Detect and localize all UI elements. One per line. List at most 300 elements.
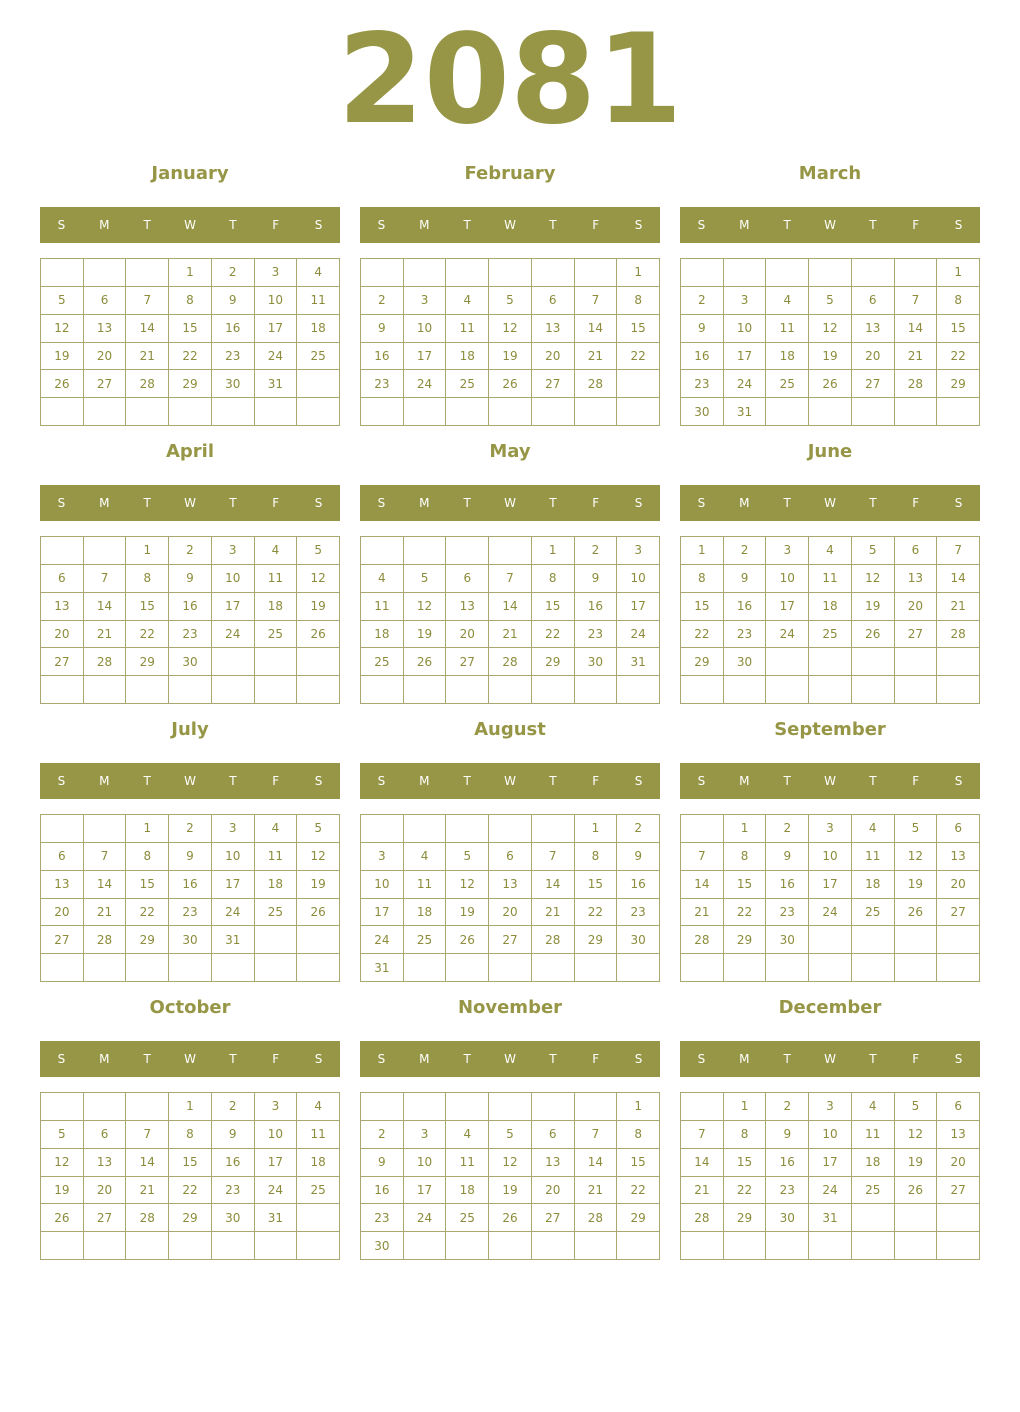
day-cell <box>852 1204 895 1232</box>
day-cell: 17 <box>361 899 404 927</box>
day-cell: 24 <box>255 343 298 371</box>
day-cell: 8 <box>937 287 980 315</box>
day-cell: 10 <box>404 315 447 343</box>
day-cell: 27 <box>852 370 895 398</box>
weekday-label: S <box>954 1052 963 1066</box>
day-cell: 18 <box>404 899 447 927</box>
day-grid <box>40 814 340 982</box>
weekday-label: W <box>184 496 196 510</box>
day-cell: 22 <box>617 1177 660 1205</box>
day-cell: 30 <box>169 926 212 954</box>
day-cell <box>361 398 404 426</box>
day-cell: 8 <box>126 843 169 871</box>
day-cell: 31 <box>255 1204 298 1232</box>
day-cell <box>361 1093 404 1121</box>
day-cell <box>895 1204 938 1232</box>
day-cell <box>255 954 298 982</box>
day-cell: 29 <box>575 926 618 954</box>
day-cell: 17 <box>724 343 767 371</box>
day-cell <box>895 259 938 287</box>
day-cell: 22 <box>724 899 767 927</box>
day-cell: 8 <box>724 843 767 871</box>
day-cell: 23 <box>361 1204 404 1232</box>
day-grid <box>360 536 660 704</box>
day-cell: 30 <box>212 1204 255 1232</box>
weekday-label: S <box>57 496 66 510</box>
day-cell <box>169 1232 212 1260</box>
day-cell: 28 <box>84 648 127 676</box>
day-cell: 5 <box>895 815 938 843</box>
day-cell <box>489 815 532 843</box>
day-cell <box>532 1232 575 1260</box>
day-cell <box>852 398 895 426</box>
day-cell: 12 <box>41 315 84 343</box>
weekday-label: W <box>184 218 196 232</box>
day-cell <box>852 676 895 704</box>
day-cell: 1 <box>724 815 767 843</box>
day-cell: 19 <box>41 1177 84 1205</box>
day-cell <box>575 954 618 982</box>
weekday-label: T <box>783 774 791 788</box>
day-cell: 12 <box>852 565 895 593</box>
day-cell: 5 <box>41 287 84 315</box>
day-cell <box>532 259 575 287</box>
day-cell: 12 <box>809 315 852 343</box>
day-cell: 13 <box>895 565 938 593</box>
day-cell: 3 <box>724 287 767 315</box>
day-cell <box>126 259 169 287</box>
day-cell <box>852 1232 895 1260</box>
day-cell: 19 <box>895 1149 938 1177</box>
day-cell: 24 <box>809 899 852 927</box>
month-name: December <box>778 997 882 1018</box>
weekday-label: S <box>634 1052 643 1066</box>
weekday-label: M <box>419 218 430 232</box>
day-cell: 20 <box>895 593 938 621</box>
weekday-label: S <box>954 496 963 510</box>
day-cell: 1 <box>575 815 618 843</box>
day-cell <box>84 537 127 565</box>
day-cell: 15 <box>532 593 575 621</box>
day-cell <box>361 259 404 287</box>
day-cell: 13 <box>41 871 84 899</box>
day-cell <box>532 676 575 704</box>
day-cell <box>809 954 852 982</box>
day-cell: 6 <box>41 843 84 871</box>
day-cell: 8 <box>617 287 660 315</box>
day-cell: 4 <box>852 815 895 843</box>
day-cell: 6 <box>937 815 980 843</box>
weekday-label: M <box>419 1052 430 1066</box>
day-cell: 9 <box>169 843 212 871</box>
day-cell: 6 <box>41 565 84 593</box>
day-cell: 29 <box>724 1204 767 1232</box>
day-cell: 24 <box>617 621 660 649</box>
day-cell: 20 <box>937 871 980 899</box>
day-cell: 7 <box>532 843 575 871</box>
day-cell: 23 <box>766 899 809 927</box>
day-cell: 11 <box>255 843 298 871</box>
day-cell: 29 <box>937 370 980 398</box>
weekday-label: S <box>634 774 643 788</box>
day-cell <box>297 954 340 982</box>
day-cell: 26 <box>297 899 340 927</box>
day-grid <box>680 258 980 426</box>
day-cell: 21 <box>575 343 618 371</box>
day-cell: 10 <box>212 565 255 593</box>
weekday-label: M <box>739 496 750 510</box>
day-cell: 14 <box>126 315 169 343</box>
weekday-label: F <box>272 496 280 510</box>
day-cell: 6 <box>84 1121 127 1149</box>
day-cell: 13 <box>489 871 532 899</box>
day-cell <box>169 954 212 982</box>
day-cell: 9 <box>361 1149 404 1177</box>
weekday-label: S <box>697 496 706 510</box>
day-cell: 18 <box>809 593 852 621</box>
day-cell <box>766 676 809 704</box>
day-cell: 15 <box>169 1149 212 1177</box>
day-cell <box>937 926 980 954</box>
day-cell: 15 <box>126 593 169 621</box>
day-cell: 28 <box>84 926 127 954</box>
day-cell <box>681 1232 724 1260</box>
day-cell: 13 <box>446 593 489 621</box>
day-cell: 20 <box>489 899 532 927</box>
day-cell <box>212 676 255 704</box>
day-cell: 20 <box>41 621 84 649</box>
weekday-label: T <box>869 496 877 510</box>
day-cell: 23 <box>169 621 212 649</box>
day-cell: 27 <box>895 621 938 649</box>
day-cell <box>361 676 404 704</box>
day-cell: 4 <box>361 565 404 593</box>
day-grid <box>360 1092 660 1260</box>
day-cell: 30 <box>169 648 212 676</box>
day-cell: 2 <box>361 1121 404 1149</box>
day-cell: 2 <box>681 287 724 315</box>
month-name: March <box>798 163 862 184</box>
day-cell: 8 <box>724 1121 767 1149</box>
day-cell: 10 <box>404 1149 447 1177</box>
day-cell <box>489 1093 532 1121</box>
day-cell: 4 <box>852 1093 895 1121</box>
day-cell: 21 <box>126 1177 169 1205</box>
day-cell: 21 <box>532 899 575 927</box>
weekday-label: T <box>783 1052 791 1066</box>
day-cell: 16 <box>766 871 809 899</box>
weekday-label: S <box>57 774 66 788</box>
day-cell <box>84 259 127 287</box>
day-cell: 8 <box>617 1121 660 1149</box>
day-cell: 13 <box>852 315 895 343</box>
day-cell: 5 <box>895 1093 938 1121</box>
day-cell <box>446 259 489 287</box>
day-cell: 9 <box>681 315 724 343</box>
day-cell: 22 <box>169 343 212 371</box>
weekday-label: S <box>377 218 386 232</box>
day-cell: 28 <box>575 1204 618 1232</box>
weekday-label: F <box>272 774 280 788</box>
day-cell <box>212 1232 255 1260</box>
weekday-label: F <box>592 1052 600 1066</box>
day-cell <box>937 648 980 676</box>
day-cell: 11 <box>852 843 895 871</box>
day-cell <box>809 676 852 704</box>
day-cell: 3 <box>361 843 404 871</box>
day-cell: 18 <box>255 593 298 621</box>
day-cell: 7 <box>681 1121 724 1149</box>
day-cell: 25 <box>446 370 489 398</box>
day-cell: 5 <box>297 537 340 565</box>
day-cell: 19 <box>297 871 340 899</box>
day-cell: 5 <box>489 287 532 315</box>
day-cell: 4 <box>255 815 298 843</box>
day-cell <box>681 815 724 843</box>
day-cell: 18 <box>297 315 340 343</box>
weekday-label: M <box>99 1052 110 1066</box>
day-cell: 26 <box>404 648 447 676</box>
day-cell: 24 <box>766 621 809 649</box>
day-grid <box>680 1092 980 1260</box>
day-cell <box>895 926 938 954</box>
day-cell: 12 <box>895 1121 938 1149</box>
day-cell: 5 <box>404 565 447 593</box>
day-cell: 4 <box>446 287 489 315</box>
day-cell: 3 <box>404 287 447 315</box>
weekday-header <box>40 763 340 799</box>
day-cell: 14 <box>84 593 127 621</box>
day-cell: 11 <box>852 1121 895 1149</box>
day-cell: 12 <box>446 871 489 899</box>
day-cell: 26 <box>297 621 340 649</box>
day-cell <box>169 398 212 426</box>
weekday-header <box>360 207 660 243</box>
day-cell: 20 <box>41 899 84 927</box>
weekday-label: M <box>419 496 430 510</box>
day-cell <box>617 954 660 982</box>
day-cell <box>809 398 852 426</box>
day-cell: 1 <box>169 1093 212 1121</box>
day-cell <box>212 954 255 982</box>
day-cell: 6 <box>532 1121 575 1149</box>
day-cell: 8 <box>169 287 212 315</box>
day-cell: 10 <box>255 1121 298 1149</box>
month-name: January <box>151 163 229 184</box>
day-cell: 27 <box>446 648 489 676</box>
weekday-label: F <box>912 774 920 788</box>
day-grid <box>40 1092 340 1260</box>
day-cell <box>126 1232 169 1260</box>
day-cell: 22 <box>724 1177 767 1205</box>
day-cell: 10 <box>617 565 660 593</box>
day-cell <box>766 954 809 982</box>
day-cell: 11 <box>361 593 404 621</box>
day-cell <box>41 676 84 704</box>
month-name: June <box>807 441 853 462</box>
day-cell <box>297 648 340 676</box>
day-cell: 5 <box>489 1121 532 1149</box>
day-cell: 9 <box>212 1121 255 1149</box>
day-cell: 26 <box>852 621 895 649</box>
day-cell: 9 <box>724 565 767 593</box>
day-cell: 14 <box>937 565 980 593</box>
day-cell: 10 <box>766 565 809 593</box>
day-cell: 3 <box>617 537 660 565</box>
day-cell: 7 <box>575 287 618 315</box>
day-cell: 12 <box>41 1149 84 1177</box>
day-cell: 9 <box>361 315 404 343</box>
weekday-label: S <box>697 1052 706 1066</box>
day-cell <box>41 954 84 982</box>
day-cell: 2 <box>169 815 212 843</box>
day-cell: 25 <box>852 1177 895 1205</box>
day-cell: 31 <box>617 648 660 676</box>
weekday-label: W <box>504 1052 516 1066</box>
day-cell: 1 <box>169 259 212 287</box>
day-cell: 23 <box>212 343 255 371</box>
day-cell <box>404 1232 447 1260</box>
day-cell: 8 <box>126 565 169 593</box>
weekday-label: T <box>143 774 151 788</box>
day-cell: 5 <box>446 843 489 871</box>
day-cell <box>361 815 404 843</box>
day-cell: 23 <box>724 621 767 649</box>
weekday-label: W <box>824 218 836 232</box>
day-cell <box>809 926 852 954</box>
day-cell <box>255 1232 298 1260</box>
day-cell: 4 <box>404 843 447 871</box>
day-cell <box>297 676 340 704</box>
day-cell <box>41 815 84 843</box>
day-cell <box>617 1232 660 1260</box>
weekday-header <box>360 763 660 799</box>
day-cell: 19 <box>41 343 84 371</box>
day-cell: 14 <box>681 1149 724 1177</box>
weekday-label: W <box>504 218 516 232</box>
day-cell: 2 <box>724 537 767 565</box>
day-cell: 26 <box>895 899 938 927</box>
day-cell: 28 <box>895 370 938 398</box>
day-cell: 15 <box>169 315 212 343</box>
day-cell: 14 <box>575 315 618 343</box>
day-cell: 2 <box>212 259 255 287</box>
day-cell: 16 <box>361 1177 404 1205</box>
day-cell: 15 <box>617 1149 660 1177</box>
day-cell: 26 <box>489 1204 532 1232</box>
day-cell: 9 <box>766 1121 809 1149</box>
day-cell <box>575 259 618 287</box>
day-cell: 23 <box>212 1177 255 1205</box>
day-cell <box>937 1232 980 1260</box>
day-cell <box>255 648 298 676</box>
day-cell: 31 <box>809 1204 852 1232</box>
day-cell: 27 <box>41 648 84 676</box>
day-cell <box>404 259 447 287</box>
day-cell: 2 <box>575 537 618 565</box>
day-cell <box>126 398 169 426</box>
day-cell: 28 <box>575 370 618 398</box>
day-cell: 16 <box>617 871 660 899</box>
day-cell <box>41 537 84 565</box>
weekday-label: S <box>954 774 963 788</box>
weekday-label: S <box>314 774 323 788</box>
day-cell <box>532 815 575 843</box>
weekday-label: S <box>697 218 706 232</box>
day-cell: 25 <box>255 899 298 927</box>
day-cell: 12 <box>404 593 447 621</box>
day-cell: 17 <box>617 593 660 621</box>
weekday-label: T <box>463 496 471 510</box>
day-cell: 18 <box>446 1177 489 1205</box>
day-cell: 30 <box>766 1204 809 1232</box>
weekday-label: F <box>912 218 920 232</box>
day-cell: 14 <box>489 593 532 621</box>
day-cell: 29 <box>126 648 169 676</box>
day-cell: 3 <box>212 537 255 565</box>
day-cell: 13 <box>41 593 84 621</box>
day-cell <box>617 676 660 704</box>
day-cell <box>84 815 127 843</box>
weekday-header <box>40 207 340 243</box>
day-cell <box>681 676 724 704</box>
day-cell: 16 <box>575 593 618 621</box>
day-cell: 21 <box>84 899 127 927</box>
day-cell: 26 <box>895 1177 938 1205</box>
day-cell: 13 <box>84 315 127 343</box>
day-cell: 20 <box>84 343 127 371</box>
day-cell <box>126 954 169 982</box>
day-cell: 19 <box>852 593 895 621</box>
day-cell <box>41 1093 84 1121</box>
day-cell <box>361 537 404 565</box>
day-cell: 21 <box>681 899 724 927</box>
day-cell: 2 <box>766 1093 809 1121</box>
day-cell: 27 <box>937 899 980 927</box>
day-cell: 31 <box>724 398 767 426</box>
day-cell <box>895 676 938 704</box>
day-cell: 13 <box>937 1121 980 1149</box>
weekday-header <box>680 207 980 243</box>
day-cell <box>766 398 809 426</box>
month-name: September <box>774 719 886 740</box>
month-name: April <box>165 441 215 462</box>
day-cell <box>575 1232 618 1260</box>
day-cell: 24 <box>255 1177 298 1205</box>
weekday-header <box>360 485 660 521</box>
day-cell: 29 <box>169 1204 212 1232</box>
day-cell: 25 <box>852 899 895 927</box>
day-cell: 1 <box>937 259 980 287</box>
day-cell: 24 <box>809 1177 852 1205</box>
day-cell: 27 <box>84 370 127 398</box>
day-cell: 24 <box>212 899 255 927</box>
day-cell: 18 <box>766 343 809 371</box>
day-cell: 13 <box>84 1149 127 1177</box>
day-cell: 6 <box>489 843 532 871</box>
day-cell <box>446 398 489 426</box>
day-cell: 11 <box>446 315 489 343</box>
day-cell <box>766 648 809 676</box>
day-cell: 14 <box>575 1149 618 1177</box>
day-cell: 16 <box>766 1149 809 1177</box>
day-cell: 1 <box>617 1093 660 1121</box>
day-cell <box>617 370 660 398</box>
day-cell: 26 <box>41 370 84 398</box>
day-cell: 26 <box>489 370 532 398</box>
weekday-label: T <box>549 774 557 788</box>
day-cell: 19 <box>489 343 532 371</box>
